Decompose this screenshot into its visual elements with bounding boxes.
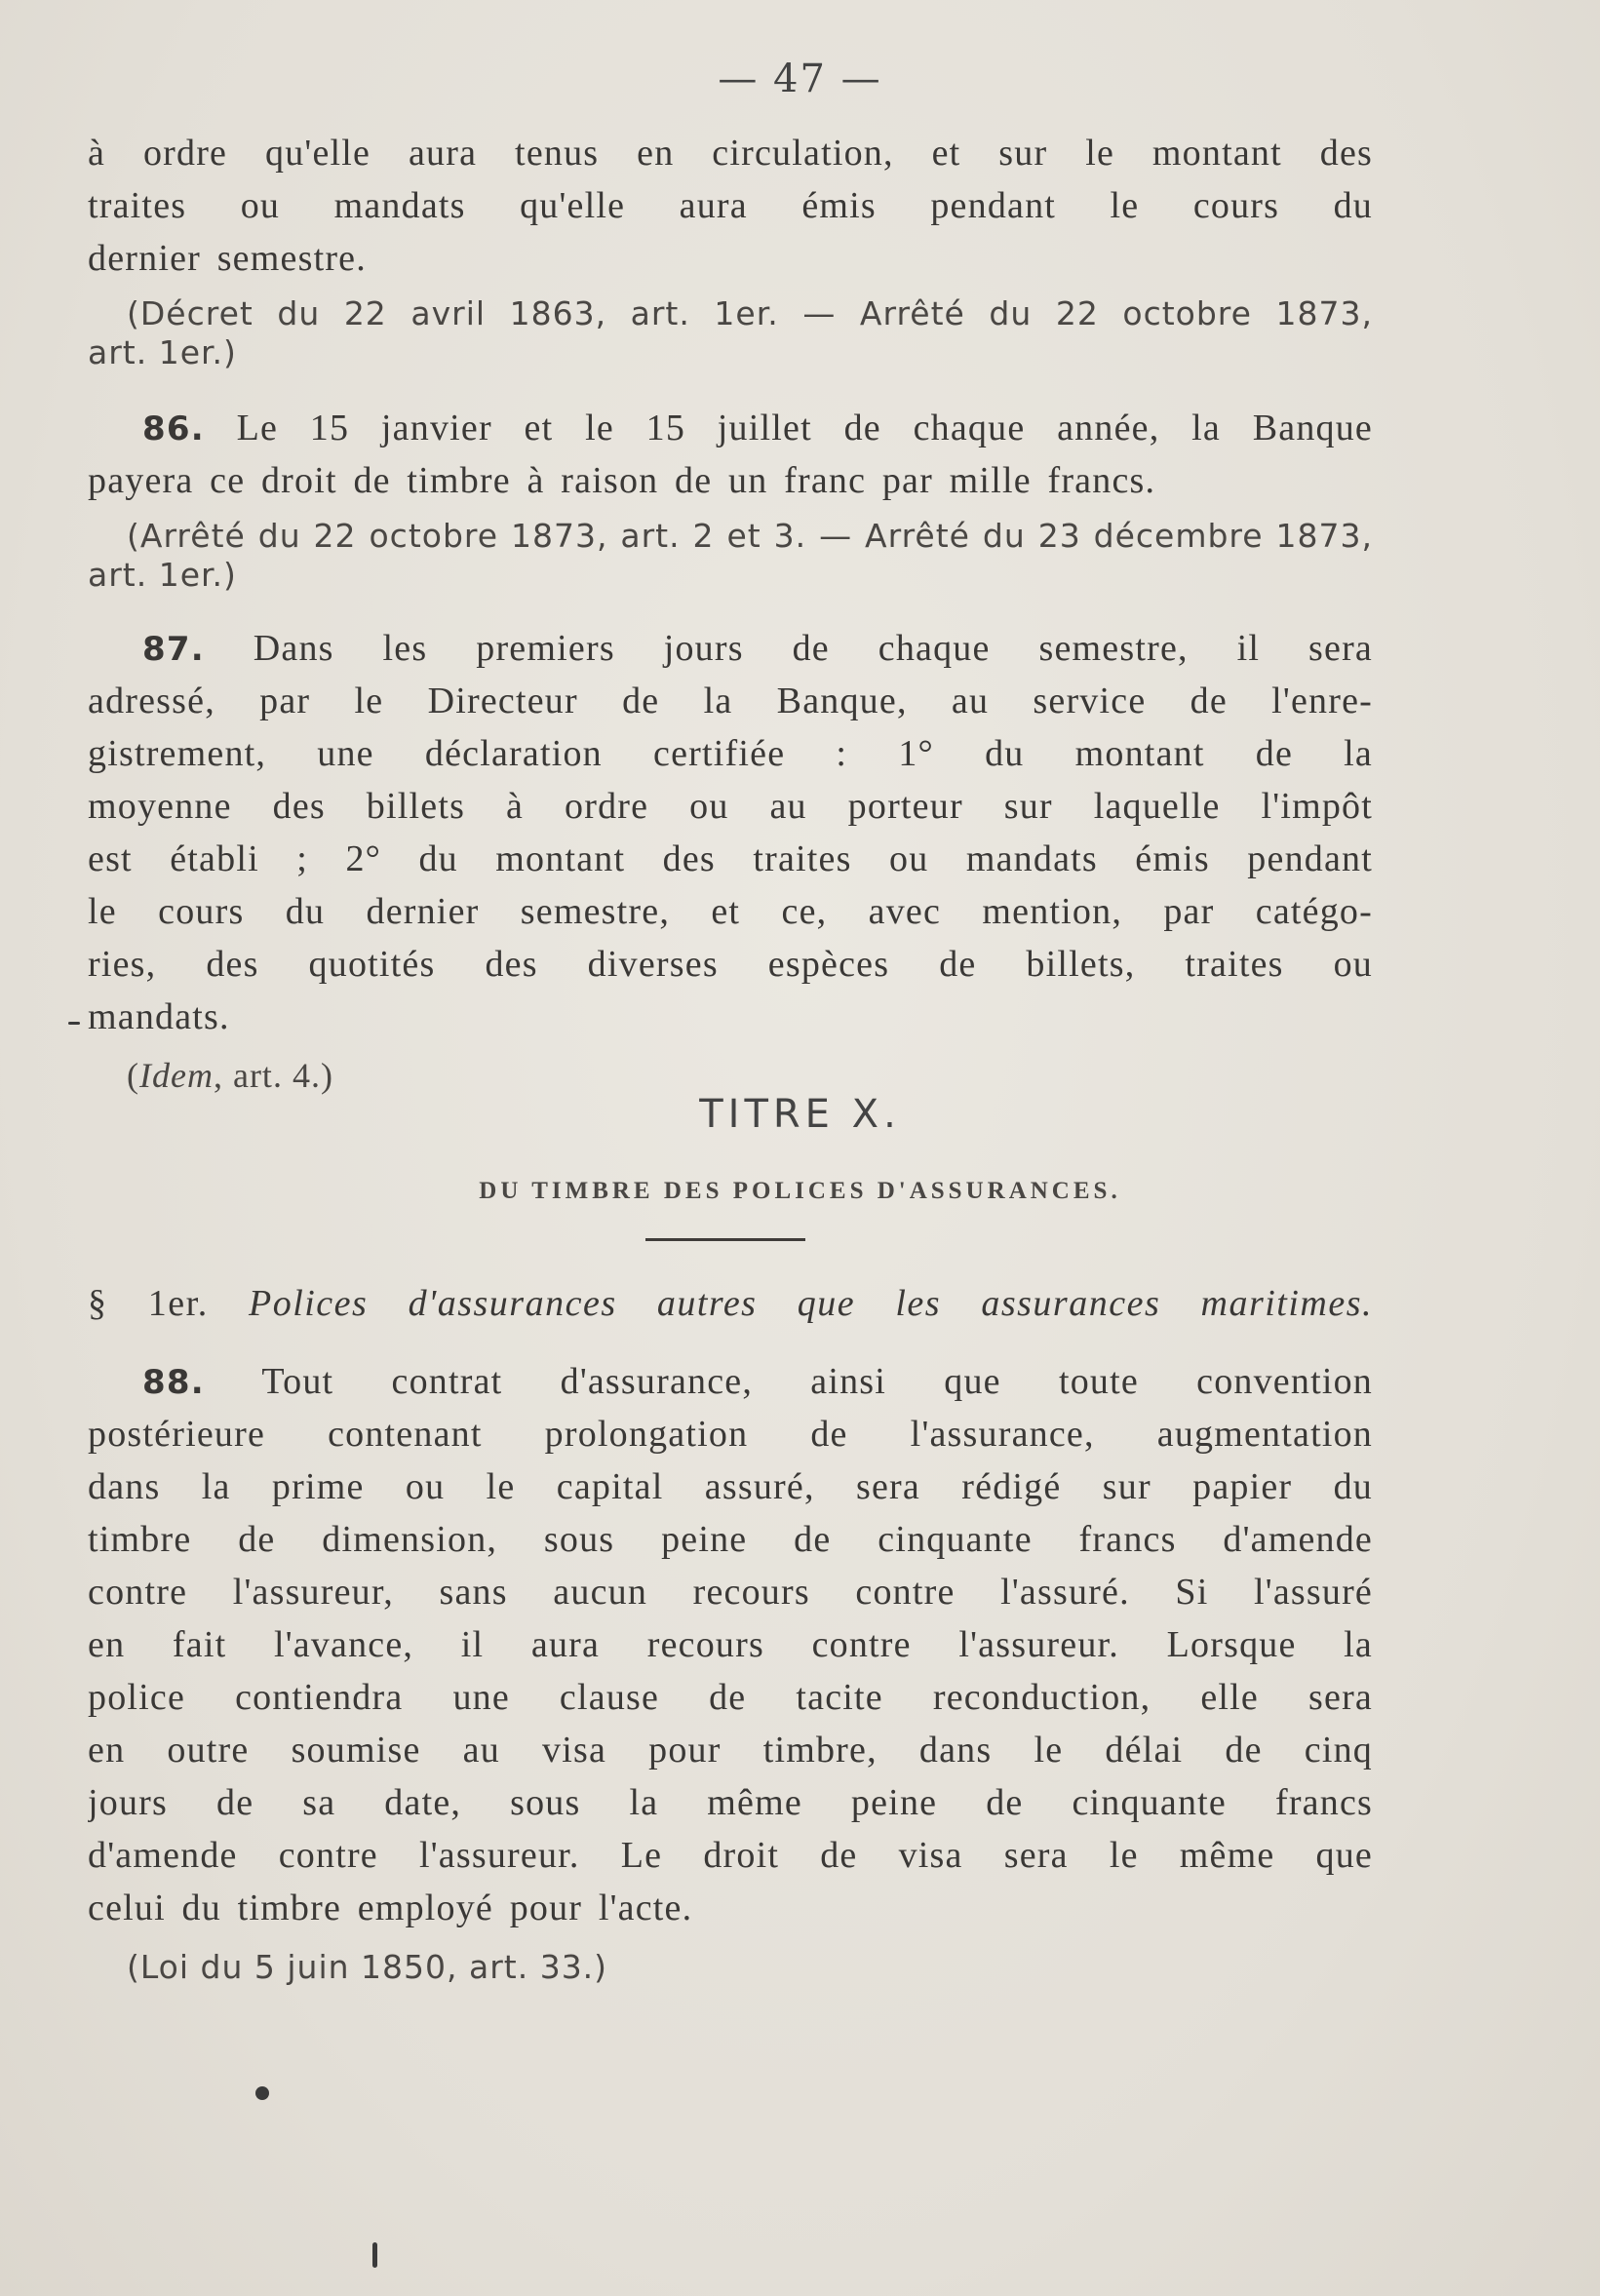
text-line <box>88 622 1373 675</box>
article-text: Tout contrat d'assurance, ainsi que toute convention <box>261 1361 1373 1402</box>
divider-rule <box>645 1238 805 1241</box>
citation-note <box>88 517 1373 595</box>
article-number: 88. <box>142 1363 205 1402</box>
citation-note <box>88 1056 1373 1095</box>
note-line: (Loi du 5 juin 1850, art. 33.) <box>127 1948 608 1986</box>
text-line <box>88 402 1373 454</box>
text-line <box>88 1355 1373 1408</box>
section-mark: § 1er. <box>88 1283 209 1324</box>
section-heading <box>88 1282 1373 1325</box>
text-line: en fait l'avance, il aura recours contre l'assureur. Lorsque la <box>88 1624 1373 1665</box>
text-line: celui du timbre employé pour l'acte. <box>88 1887 693 1928</box>
continuation-paragraph <box>88 127 1373 285</box>
article-text: Dans les premiers jours de chaque semestre, il sera <box>253 628 1373 669</box>
citation-note <box>88 1948 1373 1987</box>
text-line: traites ou mandats qu'elle aura émis pendant le cours du <box>88 185 1373 226</box>
note-paren: ( <box>127 1056 139 1095</box>
scan-speck <box>68 1022 80 1025</box>
note-line: (Décret du 22 avril 1863, art. 1er. — Arrêté du 22 octobre 1873, <box>127 294 1373 332</box>
text-line: dans la prime ou le capital assuré, sera rédigé sur papier du <box>88 1466 1373 1507</box>
note-line: art. 1er.) <box>88 333 237 371</box>
article-87 <box>88 622 1373 1043</box>
text-line: est établi ; 2° du montant des traites ou mandats émis pendant <box>88 838 1373 879</box>
note-rest: , art. 4.) <box>213 1056 333 1095</box>
scan-speck <box>255 2086 269 2100</box>
text-line: jours de sa date, sous la même peine de cinquante francs <box>88 1782 1373 1823</box>
text-line: à ordre qu'elle aura tenus en circulation, et sur le montant des <box>88 133 1373 174</box>
page-number: — 47 — <box>718 57 882 101</box>
text-line: d'amende contre l'assureur. Le droit de visa sera le même que <box>88 1835 1373 1876</box>
text-line: mandats. <box>88 996 230 1037</box>
text-line: ries, des quotités des diverses espèces de billets, traites ou <box>88 944 1373 985</box>
text-line: dernier semestre. <box>88 238 367 279</box>
title-heading: TITRE X. <box>699 1092 901 1137</box>
text-line: postérieure contenant prolongation de l'assurance, augmentation <box>88 1414 1373 1455</box>
note-line: (Arrêté du 22 octobre 1873, art. 2 et 3. — Arrêté du 23 décembre 1873, <box>127 517 1373 555</box>
text-line: adressé, par le Directeur de la Banque, au service de l'enre- <box>88 681 1373 721</box>
text-line: timbre de dimension, sous peine de cinquante francs d'amende <box>88 1519 1373 1560</box>
note-line <box>88 1056 1373 1095</box>
article-number: 87. <box>142 630 205 669</box>
scan-speck <box>372 2242 377 2268</box>
article-number: 86. <box>142 409 205 448</box>
text-line: gistrement, une déclaration certifiée : 1° du montant de la <box>88 733 1373 774</box>
note-idem: Idem <box>139 1056 214 1095</box>
text-line: police contiendra une clause de tacite reconduction, elle sera <box>88 1677 1373 1718</box>
article-text: Le 15 janvier et le 15 juillet de chaque année, la Banque <box>236 408 1373 448</box>
note-line: art. 1er.) <box>88 556 237 594</box>
section-title: Polices d'assurances autres que les assurances maritimes. <box>248 1283 1374 1324</box>
text-line: contre l'assureur, sans aucun recours contre l'assuré. Si l'assuré <box>88 1572 1373 1613</box>
text-line: payera ce droit de timbre à raison de un franc par mille francs. <box>88 460 1156 501</box>
citation-note <box>88 294 1373 372</box>
text-line: le cours du dernier semestre, et ce, avec mention, par catégo- <box>88 891 1373 932</box>
text-line: moyenne des billets à ordre ou au porteur sur laquelle l'impôt <box>88 786 1373 827</box>
text-line: en outre soumise au visa pour timbre, dans le délai de cinq <box>88 1730 1373 1771</box>
article-86 <box>88 402 1373 507</box>
title-subtitle: DU TIMBRE DES POLICES D'ASSURANCES. <box>479 1178 1121 1204</box>
article-88 <box>88 1355 1373 1934</box>
